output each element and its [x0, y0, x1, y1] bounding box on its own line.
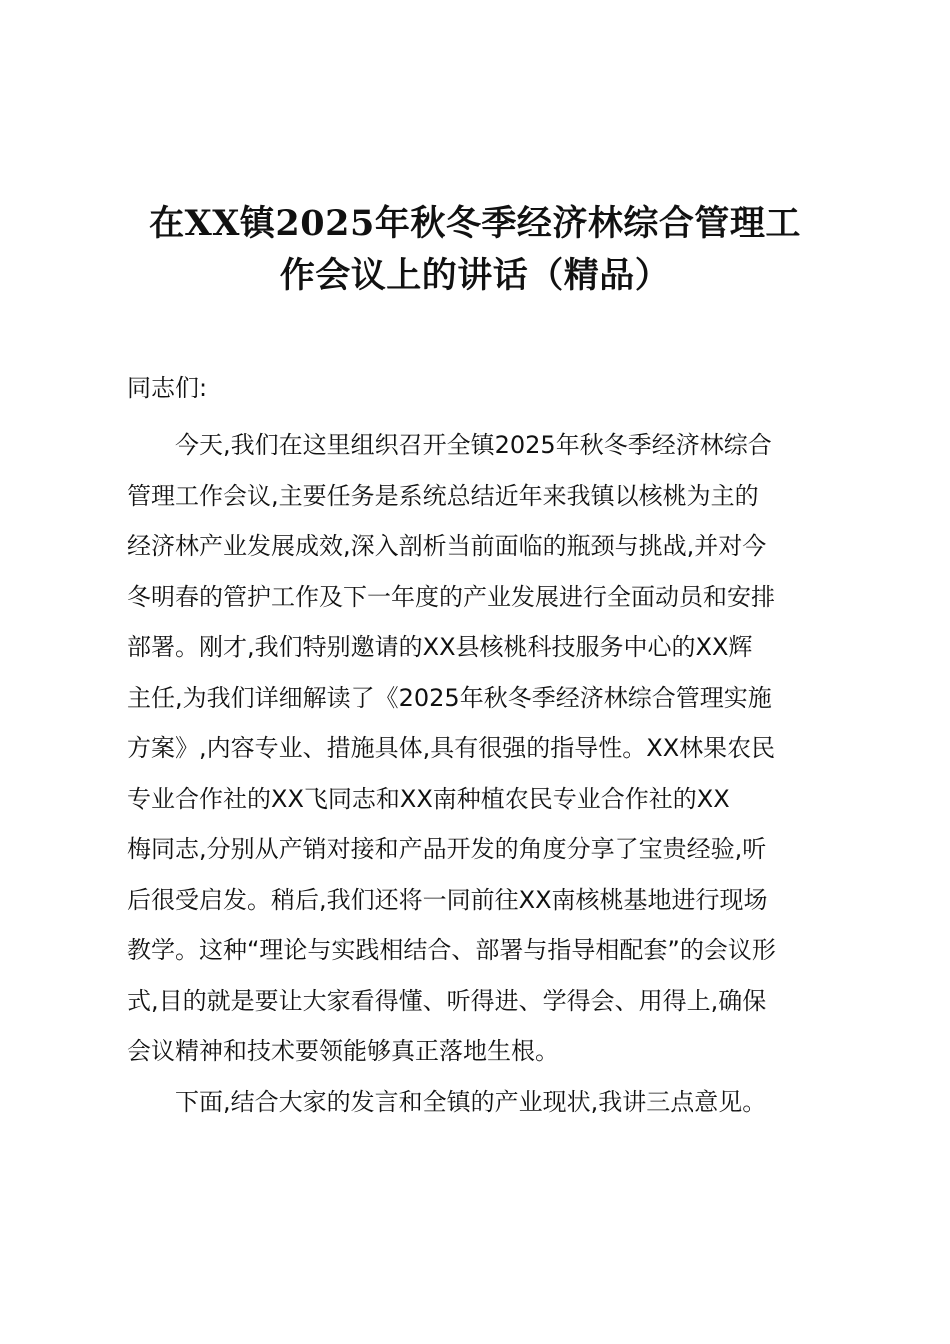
paragraph-line: 梅同志,分别从产销对接和产品开发的角度分享了宝贵经验,听: [127, 835, 767, 863]
body-paragraph-1: [127, 420, 837, 1077]
title-line-2: 作会议上的讲话（精品）: [279, 255, 671, 296]
paragraph-line: 会议精神和技术要领能够真正落地生根。: [127, 1037, 559, 1065]
paragraph-line: 主任,为我们详细解读了《2025年秋冬季经济林综合管理实施: [127, 683, 772, 712]
greeting: 同志们:: [127, 374, 208, 402]
paragraph-line: 教学。这种“理论与实践相结合、部署与指导相配套”的会议形: [127, 936, 776, 964]
paragraph-line: 后很受启发。稍后,我们还将一同前往XX南核桃基地进行现场: [127, 885, 768, 914]
document-title: [100, 198, 850, 302]
paragraph-line: 今天,我们在这里组织召开全镇2025年秋冬季经济林综合: [175, 431, 772, 459]
paragraph-line: 下面,结合大家的发言和全镇的产业现状,我讲三点意见。: [175, 1088, 767, 1116]
paragraph-line: 部署。刚才,我们特别邀请的XX县核桃科技服务中心的XX辉: [127, 633, 753, 661]
paragraph-line: 方案》,内容专业、措施具体,具有很强的指导性。XX林果农民: [127, 734, 776, 762]
paragraph-line: 式,目的就是要让大家看得懂、听得进、学得会、用得上,确保: [127, 986, 767, 1015]
title-line-1: 在XX镇2025年秋冬季经济林综合管理工: [149, 203, 801, 244]
paragraph-line: 专业合作社的XX飞同志和XX南种植农民专业合作社的XX: [127, 784, 730, 813]
body-paragraph-2: [127, 1077, 837, 1128]
paragraph-line: 管理工作会议,主要任务是系统总结近年来我镇以核桃为主的: [127, 481, 759, 510]
paragraph-line: 冬明春的管护工作及下一年度的产业发展进行全面动员和安排: [127, 582, 775, 611]
paragraph-line: 经济林产业发展成效,深入剖析当前面临的瓶颈与挑战,并对今: [127, 532, 767, 560]
